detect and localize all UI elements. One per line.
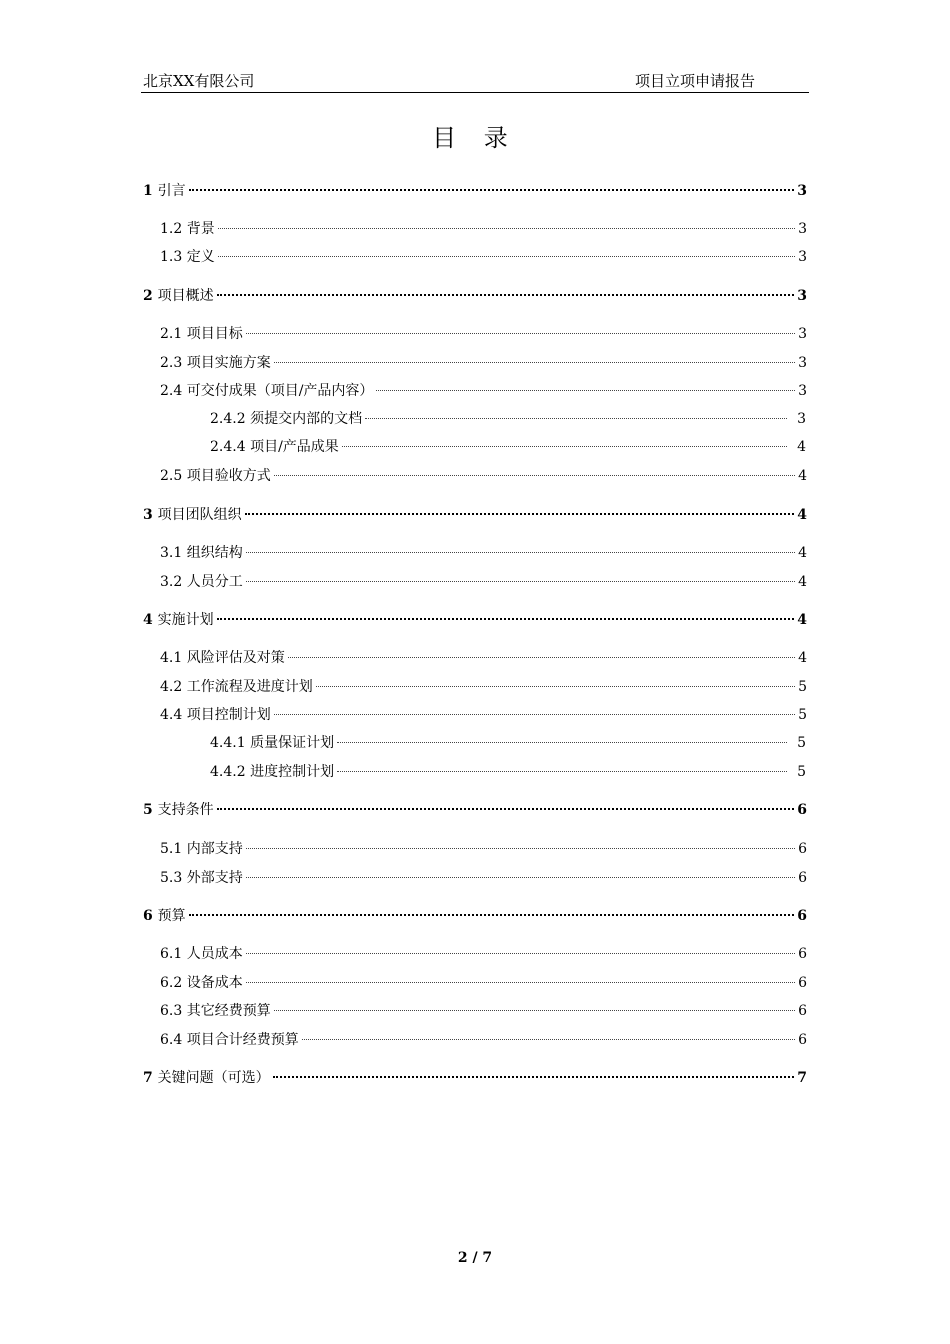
toc-entry-page: 4 xyxy=(798,468,807,484)
toc-entry[interactable] xyxy=(160,218,807,240)
toc-entry-label: 定义 xyxy=(186,249,215,265)
page-number: 2 / 7 xyxy=(457,1250,493,1266)
header-doc-title: 项目立项申请报告 xyxy=(634,72,755,90)
toc-dot-leader xyxy=(217,618,795,620)
toc-entry[interactable] xyxy=(160,1000,807,1022)
toc-entry-number: 2.4.4 xyxy=(210,439,251,455)
toc-entry-page: 5 xyxy=(797,764,806,780)
toc-dot-leader xyxy=(246,333,795,334)
toc-entry-number: 4.4.1 xyxy=(210,735,251,751)
toc-entry-number: 4.2 xyxy=(160,679,187,695)
toc-entry-number: 1.3 xyxy=(160,249,187,265)
toc-dot-leader xyxy=(274,1010,795,1011)
toc-entry-number: 5.1 xyxy=(160,841,187,857)
toc-dot-leader xyxy=(218,228,795,229)
toc-entry-label: 设备成本 xyxy=(186,975,243,991)
toc-entry[interactable] xyxy=(160,838,807,860)
toc-entry[interactable] xyxy=(143,180,807,202)
toc-title: 目 录 xyxy=(432,124,518,152)
toc-dot-leader xyxy=(342,446,787,447)
toc-dot-leader xyxy=(316,686,795,687)
toc-entry-label: 实施计划 xyxy=(157,612,214,628)
toc-entry-number: 6.2 xyxy=(160,975,187,991)
toc-dot-leader xyxy=(246,848,795,849)
toc-entry[interactable] xyxy=(143,504,807,526)
toc-entry-page: 5 xyxy=(798,679,807,695)
toc-entry-number: 4.1 xyxy=(160,650,187,666)
toc-entry[interactable] xyxy=(160,465,807,487)
toc-entry-page: 6 xyxy=(798,1032,807,1048)
toc-entry[interactable] xyxy=(143,1067,807,1089)
toc-entry-label: 项目验收方式 xyxy=(186,468,271,484)
toc-entry[interactable] xyxy=(160,352,807,374)
toc-entry-number: 1 xyxy=(143,183,158,199)
toc-entry-number: 4 xyxy=(143,612,158,628)
toc-dot-leader xyxy=(376,390,795,391)
toc-entry-label: 背景 xyxy=(186,221,215,237)
toc-entry-label: 外部支持 xyxy=(186,870,243,886)
toc-entry-number: 3.1 xyxy=(160,545,187,561)
toc-entry[interactable] xyxy=(160,323,807,345)
toc-entry-number: 4.4 xyxy=(160,707,187,723)
toc-entry-page: 7 xyxy=(797,1070,807,1086)
toc-entry[interactable] xyxy=(210,761,806,783)
toc-dot-leader xyxy=(365,418,787,419)
toc-dot-leader xyxy=(217,294,795,296)
toc-entry-number: 7 xyxy=(143,1070,158,1086)
toc-dot-leader xyxy=(274,714,795,715)
toc-entry-page: 6 xyxy=(798,841,807,857)
toc-entry[interactable] xyxy=(160,867,807,889)
toc-entry-page: 4 xyxy=(797,612,807,628)
toc-entry[interactable] xyxy=(143,905,807,927)
toc-entry-number: 3 xyxy=(143,507,158,523)
toc-entry-number: 6.4 xyxy=(160,1032,187,1048)
toc-entry[interactable] xyxy=(143,609,807,631)
toc-entry-number: 2.4 xyxy=(160,383,187,399)
toc-entry-number: 2.1 xyxy=(160,326,187,342)
toc-entry-label: 人员成本 xyxy=(186,946,243,962)
toc-entry-page: 6 xyxy=(797,908,807,924)
toc-entry-page: 6 xyxy=(798,946,807,962)
toc-entry-label: 项目控制计划 xyxy=(186,707,271,723)
toc-entry-number: 1.2 xyxy=(160,221,187,237)
toc-dot-leader xyxy=(189,189,795,191)
toc-dot-leader xyxy=(337,742,787,743)
toc-entry-number: 3.2 xyxy=(160,574,187,590)
toc-entry-number: 6.3 xyxy=(160,1003,187,1019)
toc-entry-label: 进度控制计划 xyxy=(250,764,335,780)
toc-dot-leader xyxy=(217,808,795,810)
toc-entry-page: 4 xyxy=(798,574,807,590)
toc-dot-leader xyxy=(302,1039,795,1040)
toc-entry-label: 质量保证计划 xyxy=(250,735,335,751)
toc-entry-label: 关键问题（可选） xyxy=(157,1070,270,1086)
toc-entry-page: 5 xyxy=(797,735,806,751)
toc-dot-leader xyxy=(288,657,795,658)
toc-entry-label: 可交付成果（项目/产品内容） xyxy=(186,383,374,399)
toc-entry-page: 5 xyxy=(798,707,807,723)
toc-entry-label: 工作流程及进度计划 xyxy=(186,679,313,695)
toc-entry-number: 5.3 xyxy=(160,870,187,886)
toc-entry-page: 3 xyxy=(797,183,807,199)
toc-entry-page: 4 xyxy=(797,507,807,523)
toc-entry-number: 6 xyxy=(143,908,158,924)
toc-entry-page: 6 xyxy=(797,802,807,818)
toc-entry-page: 3 xyxy=(797,411,806,427)
toc-dot-leader xyxy=(337,771,787,772)
toc-entry-label: 引言 xyxy=(157,183,186,199)
toc-entry[interactable] xyxy=(160,380,807,402)
toc-entry-page: 3 xyxy=(798,355,807,371)
toc-entry[interactable] xyxy=(143,799,807,821)
toc-entry-label: 预算 xyxy=(157,908,186,924)
toc-dot-leader xyxy=(273,1076,795,1078)
toc-entry-number: 4.4.2 xyxy=(210,764,251,780)
toc-entry[interactable] xyxy=(160,943,807,965)
toc-entry-page: 6 xyxy=(798,975,807,991)
toc-entry[interactable] xyxy=(160,972,807,994)
toc-entry-page: 3 xyxy=(798,249,807,265)
toc-entry-label: 项目实施方案 xyxy=(186,355,271,371)
toc-dot-leader xyxy=(246,552,795,553)
toc-entry[interactable] xyxy=(160,1029,807,1051)
toc-dot-leader xyxy=(245,513,795,515)
header-company: 北京XX有限公司 xyxy=(143,72,255,90)
toc-dot-leader xyxy=(218,256,795,257)
toc-dot-leader xyxy=(274,362,795,363)
toc-entry[interactable] xyxy=(160,246,807,268)
toc-entry-number: 5 xyxy=(143,802,158,818)
toc-entry-page: 6 xyxy=(798,1003,807,1019)
toc-entry-label: 项目/产品成果 xyxy=(250,439,339,455)
toc-entry-number: 6.1 xyxy=(160,946,187,962)
toc-entry-label: 人员分工 xyxy=(186,574,243,590)
toc-entry[interactable] xyxy=(160,704,807,726)
toc-entry-number: 2.3 xyxy=(160,355,187,371)
toc-entry-label: 其它经费预算 xyxy=(186,1003,271,1019)
toc-entry-label: 组织结构 xyxy=(186,545,243,561)
toc-entry[interactable] xyxy=(210,436,806,458)
toc-entry-number: 2.5 xyxy=(160,468,187,484)
toc-entry[interactable] xyxy=(160,647,807,669)
toc-entry-page: 4 xyxy=(798,650,807,666)
toc-entry[interactable] xyxy=(160,676,807,698)
toc-entry-label: 支持条件 xyxy=(157,802,214,818)
toc-entry-page: 6 xyxy=(798,870,807,886)
toc-entry[interactable] xyxy=(160,571,807,593)
toc-entry-label: 项目合计经费预算 xyxy=(186,1032,299,1048)
toc-entry[interactable] xyxy=(160,542,807,564)
toc-dot-leader xyxy=(189,914,795,916)
toc-entry-page: 3 xyxy=(798,221,807,237)
toc-entry-label: 须提交内部的文档 xyxy=(250,411,363,427)
toc-entry-page: 4 xyxy=(797,439,806,455)
toc-entry-page: 3 xyxy=(798,326,807,342)
toc-dot-leader xyxy=(274,475,795,476)
toc-dot-leader xyxy=(246,982,795,983)
toc-entry-number: 2 xyxy=(143,288,158,304)
toc-entry-page: 4 xyxy=(798,545,807,561)
toc-entry[interactable] xyxy=(210,732,806,754)
toc-entry-label: 内部支持 xyxy=(186,841,243,857)
toc-entry[interactable] xyxy=(143,285,807,307)
toc-entry[interactable] xyxy=(210,408,806,430)
toc-entry-label: 项目团队组织 xyxy=(157,507,242,523)
toc-entry-label: 项目目标 xyxy=(186,326,243,342)
toc-entry-page: 3 xyxy=(797,288,807,304)
toc-entry-label: 风险评估及对策 xyxy=(186,650,285,666)
toc-dot-leader xyxy=(246,877,795,878)
toc-dot-leader xyxy=(246,953,795,954)
toc-entry-page: 3 xyxy=(798,383,807,399)
toc-entry-label: 项目概述 xyxy=(157,288,214,304)
toc-dot-leader xyxy=(246,581,795,582)
toc-entry-number: 2.4.2 xyxy=(210,411,251,427)
